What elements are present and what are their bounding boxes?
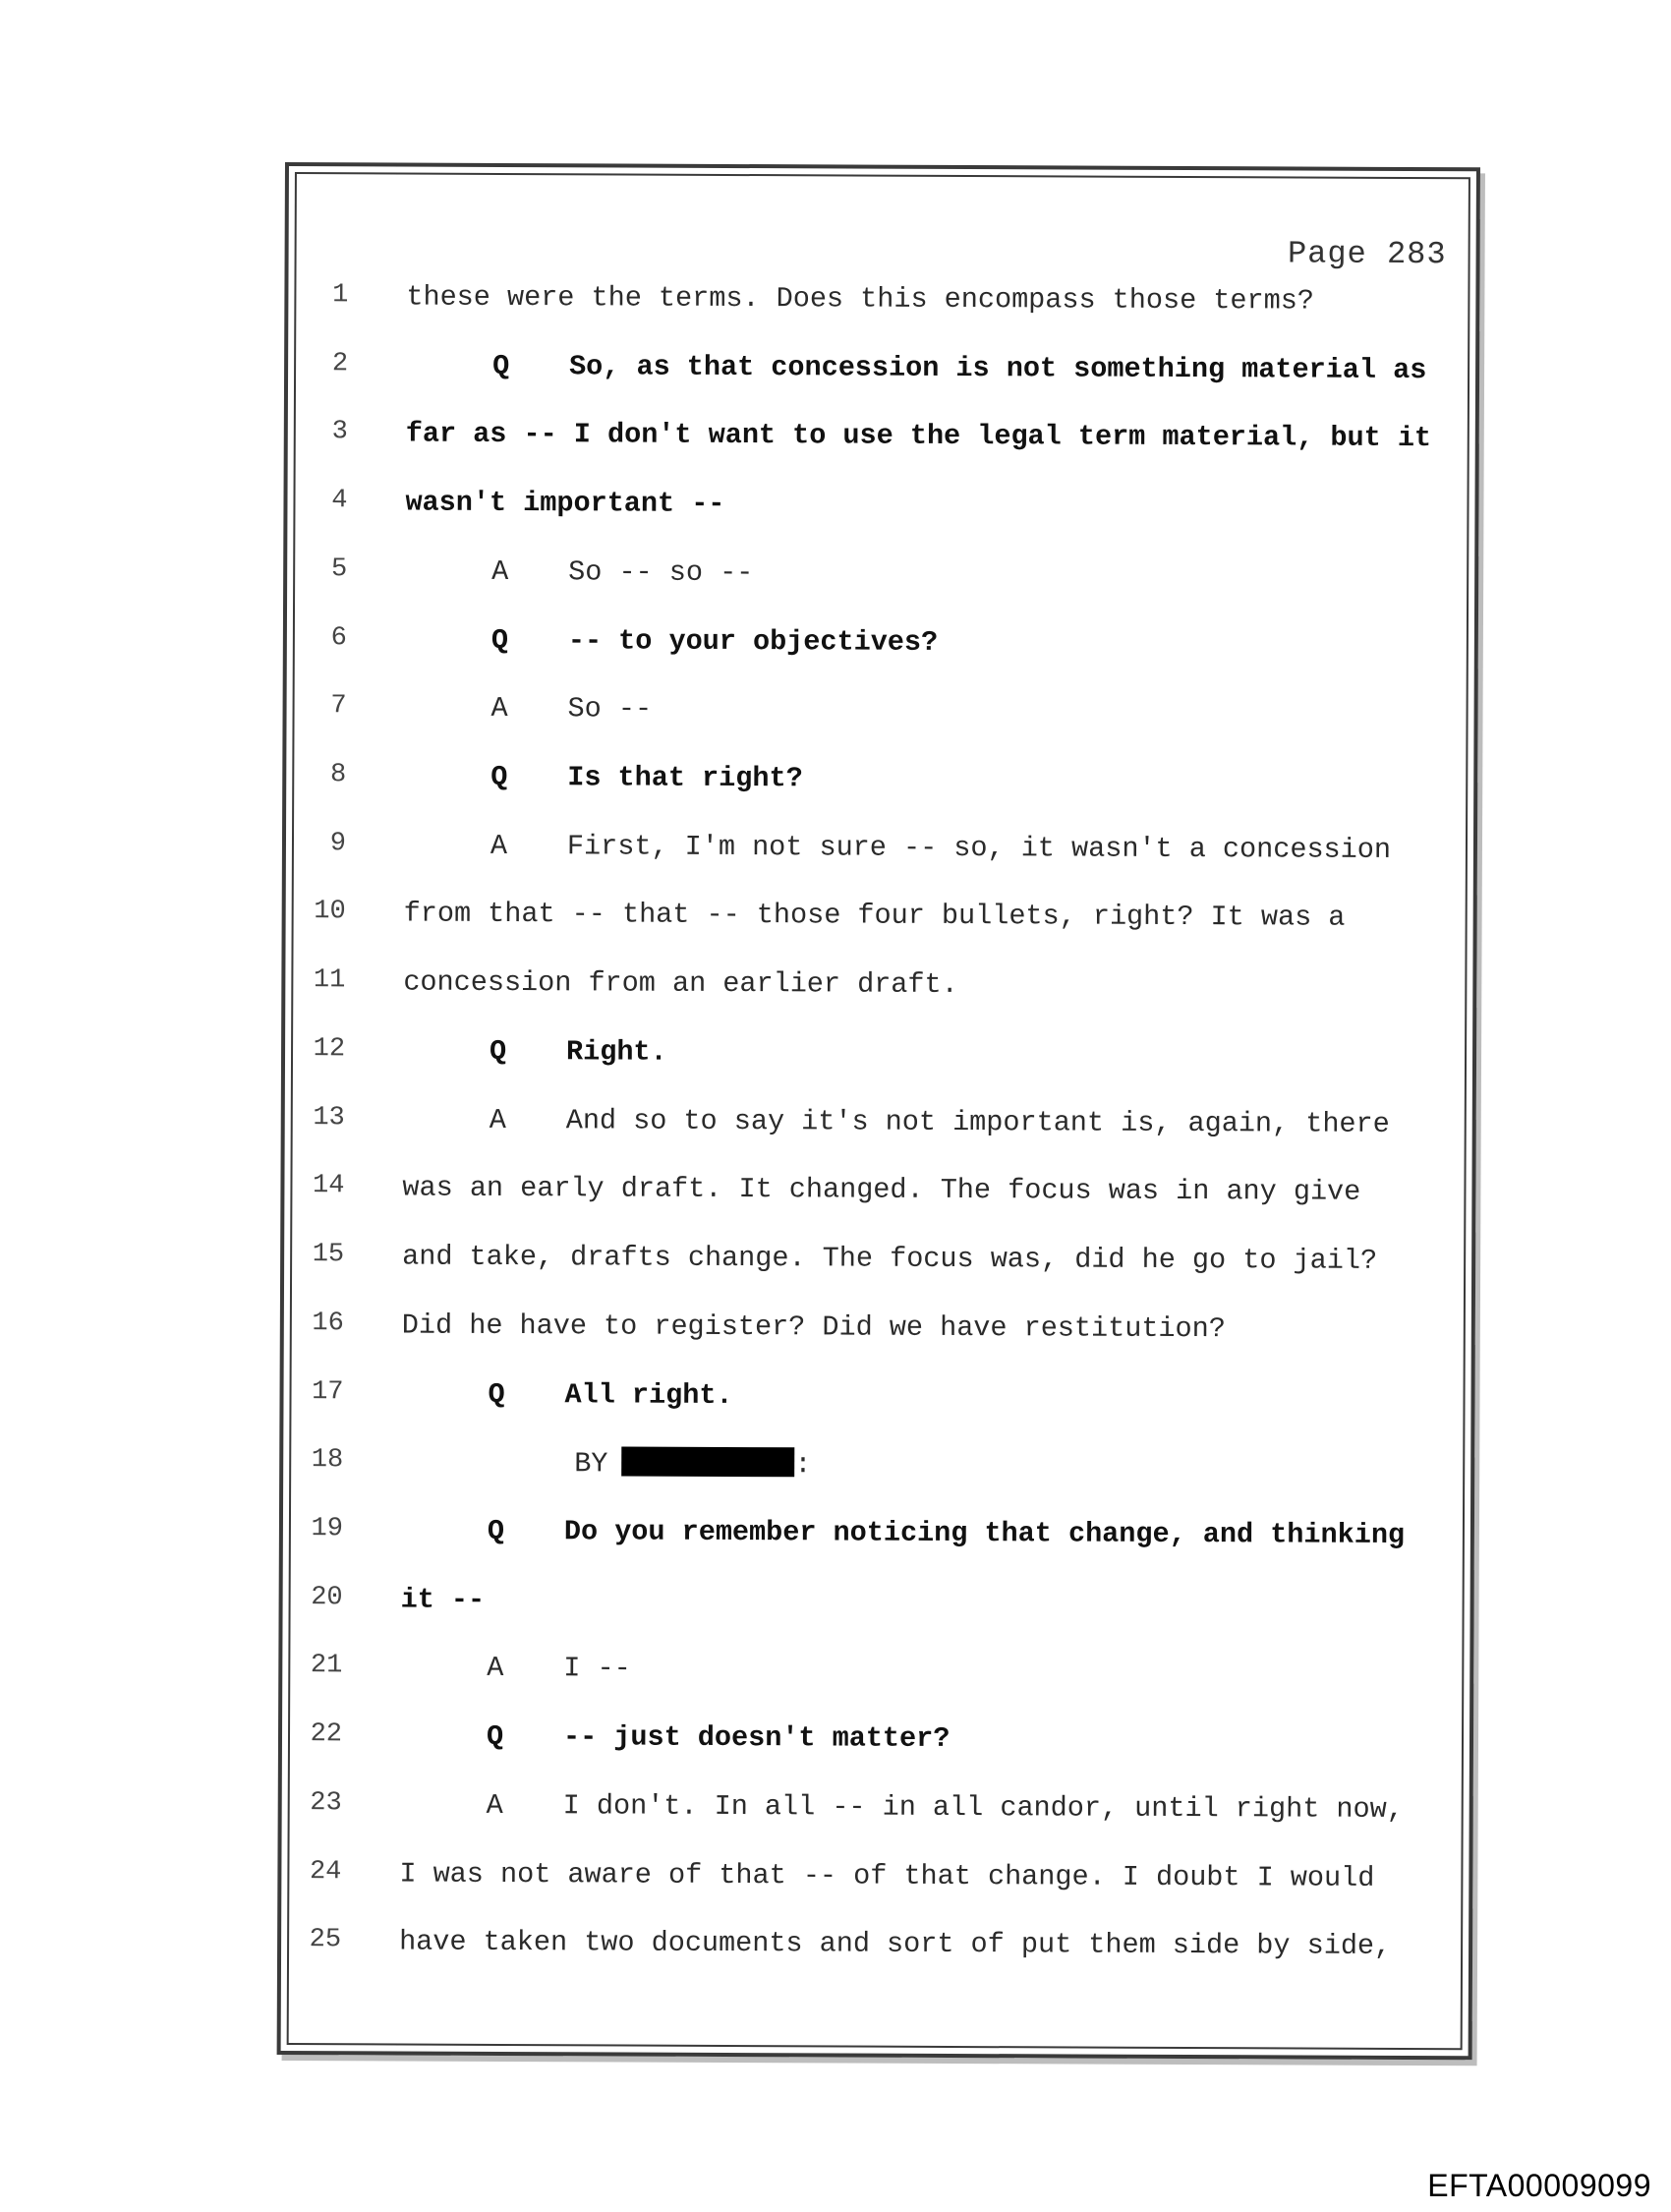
line-text xyxy=(492,350,1426,386)
speaker-label: A xyxy=(487,1652,504,1685)
transcript-page-inner-border xyxy=(287,172,1470,2050)
line-text: and take, drafts change. The focus was, did he go to jail? xyxy=(402,1240,1378,1277)
line-text xyxy=(487,1652,631,1685)
speech-text: Do you remember noticing that change, and thinking xyxy=(563,1515,1406,1551)
line-text: Did he have to register? Did we have restitution? xyxy=(401,1309,1226,1345)
line-number: 21 xyxy=(310,1651,343,1681)
speaker-label: Q xyxy=(488,1377,505,1411)
line-number: 20 xyxy=(311,1582,343,1612)
speech-text: Right. xyxy=(565,1035,667,1069)
line-text xyxy=(487,1720,951,1755)
line-text: have taken two documents and sort of put them side by side, xyxy=(399,1925,1392,1963)
transcript-line xyxy=(292,1309,1464,1372)
speaker-label: Q xyxy=(490,760,508,794)
transcript-line xyxy=(290,1651,1462,1715)
speech-text: Is that right? xyxy=(567,761,803,795)
transcript-line xyxy=(289,1857,1461,1921)
speech-text: So -- so -- xyxy=(568,555,754,589)
line-number: 24 xyxy=(309,1856,342,1887)
transcript-line xyxy=(290,1583,1462,1647)
speaker-label: A xyxy=(490,692,508,726)
line-text: concession from an earlier draft. xyxy=(403,965,958,1002)
line-text xyxy=(491,624,938,659)
line-number: 25 xyxy=(309,1925,342,1955)
transcript-line xyxy=(293,898,1465,961)
line-text: it -- xyxy=(400,1583,486,1616)
line-number: 13 xyxy=(313,1102,345,1133)
document-id: EFTA00009099 xyxy=(1427,2168,1651,2203)
line-text: I was not aware of that -- of that change. I doubt I would xyxy=(399,1857,1375,1894)
transcript-line xyxy=(295,554,1467,618)
line-number: 11 xyxy=(313,965,346,996)
line-number: 16 xyxy=(312,1308,344,1339)
transcript-line xyxy=(294,691,1466,755)
line-number: 17 xyxy=(312,1376,344,1407)
transcript-line xyxy=(290,1719,1462,1783)
line-text xyxy=(491,692,653,726)
speaker-label: Q xyxy=(487,1514,505,1547)
speaker-label: Q xyxy=(490,623,509,657)
line-number: 14 xyxy=(312,1171,345,1201)
line-text xyxy=(488,1377,732,1411)
line-text xyxy=(490,761,803,794)
line-number: 22 xyxy=(310,1719,343,1750)
line-text xyxy=(574,1447,811,1482)
speech-text: All right. xyxy=(564,1377,733,1412)
speaker-label: A xyxy=(491,554,509,588)
line-number: 19 xyxy=(311,1514,344,1544)
transcript-page-frame xyxy=(277,162,1480,2060)
speech-text: So, as that concession is not something material as xyxy=(569,349,1427,386)
speech-text: I -- xyxy=(563,1652,631,1685)
line-number: 10 xyxy=(314,897,346,927)
speech-text: I don't. In all -- in all candor, until right now, xyxy=(562,1789,1404,1826)
line-number: 6 xyxy=(330,622,347,653)
line-number: 8 xyxy=(330,760,347,790)
line-number: 23 xyxy=(310,1787,342,1819)
line-number: 4 xyxy=(331,486,348,516)
line-number: 15 xyxy=(312,1240,345,1270)
line-number: 9 xyxy=(329,828,347,859)
line-text: was an early draft. It changed. The focus was in any give xyxy=(402,1171,1361,1209)
line-number: 1 xyxy=(332,280,349,311)
transcript-line xyxy=(290,1788,1462,1852)
line-number: 2 xyxy=(331,348,349,379)
speaker-label: A xyxy=(490,829,508,862)
transcript-line xyxy=(296,417,1468,481)
transcript-line xyxy=(294,760,1466,824)
line-text: these were the terms. Does this encompass those terms? xyxy=(406,280,1315,318)
line-text xyxy=(490,830,1391,866)
line-text xyxy=(490,1104,1390,1140)
transcript-line xyxy=(291,1445,1463,1509)
speaker-label: A xyxy=(486,1788,503,1822)
speech-text: -- just doesn't matter? xyxy=(562,1720,951,1756)
speech-text: So -- xyxy=(567,692,653,726)
line-number: 3 xyxy=(331,417,348,447)
line-text xyxy=(487,1789,1404,1826)
line-text xyxy=(491,555,753,589)
transcript-line xyxy=(294,829,1466,893)
transcript-line xyxy=(289,1925,1461,1989)
speaker-label: Q xyxy=(492,349,510,382)
transcript-line xyxy=(291,1514,1463,1578)
line-text: wasn't important -- xyxy=(405,486,725,521)
speech-text: -- to your objectives? xyxy=(567,623,939,659)
transcript-line xyxy=(291,1377,1463,1441)
line-text: from that -- that -- those four bullets, right? It was a xyxy=(403,898,1346,935)
transcript-line xyxy=(296,280,1468,344)
transcript-line xyxy=(293,1103,1465,1167)
examiner-label: BY xyxy=(574,1447,608,1481)
line-text: far as -- I don't want to use the legal term material, but it xyxy=(405,417,1432,455)
transcript-line xyxy=(296,349,1468,413)
redaction-block xyxy=(621,1447,794,1478)
page-number: Page 283 xyxy=(1287,235,1447,273)
examiner-colon: : xyxy=(794,1448,812,1482)
transcript-line xyxy=(293,965,1465,1029)
line-number: 7 xyxy=(330,691,347,722)
transcript-line xyxy=(295,623,1467,687)
line-text xyxy=(488,1515,1405,1551)
line-number: 18 xyxy=(311,1445,344,1476)
line-number: 5 xyxy=(330,554,348,585)
line-text xyxy=(490,1035,667,1069)
speaker-label: Q xyxy=(486,1720,504,1754)
speech-text: First, I'm not sure -- so, it wasn't a concession xyxy=(566,830,1392,866)
transcript-line xyxy=(292,1171,1464,1235)
speech-text: And so to say it's not important is, again, there xyxy=(565,1103,1390,1140)
speaker-label: Q xyxy=(489,1034,507,1068)
speaker-label: A xyxy=(489,1103,506,1136)
transcript-line xyxy=(292,1240,1464,1304)
transcript-line xyxy=(293,1034,1465,1098)
transcript-line xyxy=(295,486,1467,550)
line-number: 12 xyxy=(313,1034,346,1065)
